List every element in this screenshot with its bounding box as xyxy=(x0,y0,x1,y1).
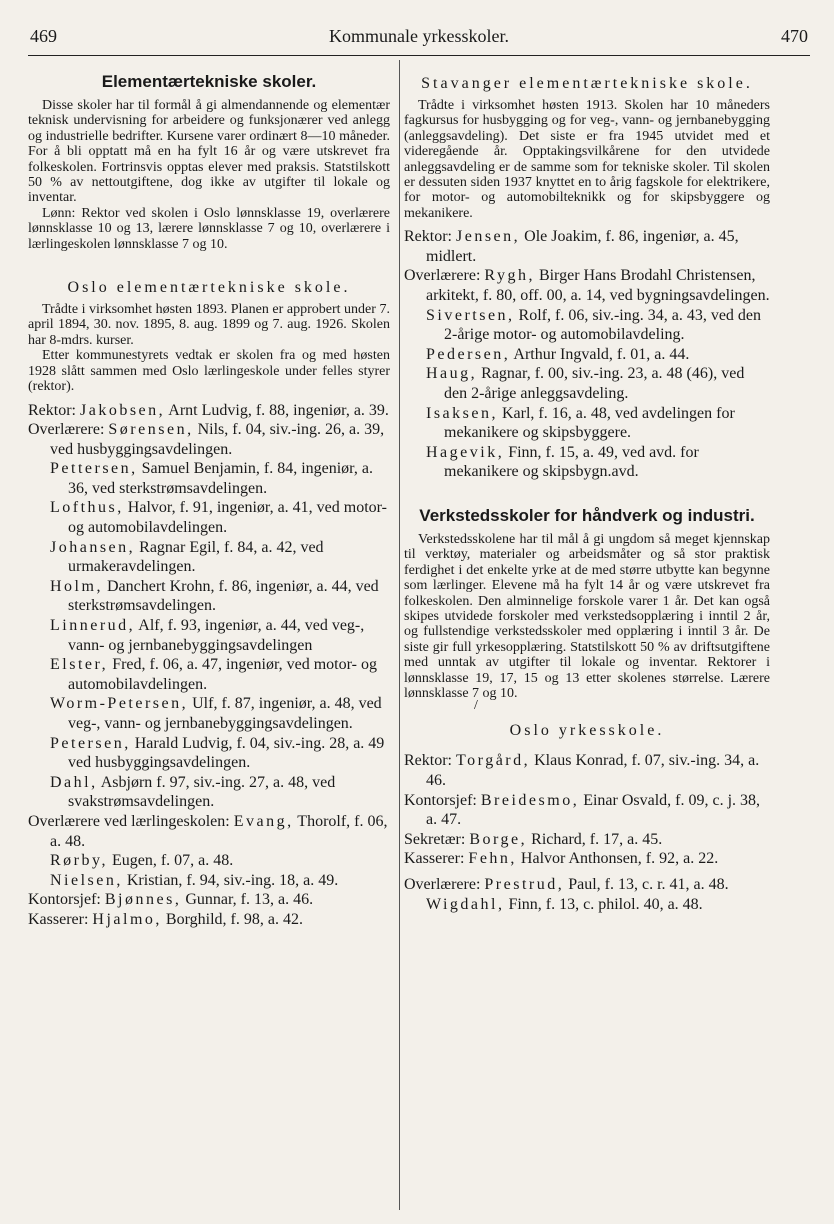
person-name: Rørby, xyxy=(50,852,108,870)
person-details: Ragnar Egil, f. 84, a. 42, ved urmakeravdelingen. xyxy=(68,538,324,576)
person-details: Danchert Krohn, f. 86, ingeniør, a. 44, ved sterkstrømsavdelingen. xyxy=(68,577,379,615)
paragraph: Lønn: Rektor ved skolen i Oslo lønnsklasse 19, overlærere lønnsklasse 10 og 13, lærere lønnsklasse 7 og 10, overlærere i lærlingeskolen lønnsklasse 7 og 10. xyxy=(28,205,390,252)
staff-entry xyxy=(28,655,390,694)
left-column xyxy=(28,64,390,930)
person-details: Einar Osvald, f. 09, c. j. 38, a. 47. xyxy=(426,791,761,829)
person-details: Gunnar, f. 13, a. 46. xyxy=(181,891,314,909)
staff-entry xyxy=(404,364,770,403)
staff-entry xyxy=(404,227,770,266)
person-details: Alf, f. 93, ingeniør, a. 44, ved veg-, vann- og jernbanebyggingsavdelingen xyxy=(68,617,365,654)
school-text xyxy=(404,98,770,221)
paragraph: Trådte i virksomhet høsten 1893. Planen er approbert under 7. april 1894, 30. nov. 1895, 8. aug. 1899 og 7. aug. 1926. Skolen har 8-mdrs. kurser. xyxy=(28,302,390,348)
staff-entry xyxy=(404,266,770,305)
person-details: Nils, f. 04, siv.-ing. 26, a. 39, ved husbyggingsavdelingen. xyxy=(50,421,385,458)
staff-entry xyxy=(404,345,770,365)
person-name: Hjalmo, xyxy=(92,910,162,928)
role-label: Overlærere: xyxy=(28,421,109,439)
staff-entry xyxy=(28,890,390,910)
person-name: Worm-Petersen, xyxy=(50,695,189,713)
section-title-verkstedsskoler: Verkstedsskoler for håndverk og industri. xyxy=(419,505,755,525)
role-label: Kasserer: xyxy=(404,850,469,868)
person-details: Harald Ludvig, f. 04, siv.-ing. 28, a. 49 ved husbyggingsavdelingen. xyxy=(68,734,385,772)
column-divider xyxy=(399,60,400,1210)
person-name: Dahl, xyxy=(50,773,98,791)
person-name: Bjønnes, xyxy=(104,891,182,909)
role-label: Overlærere: xyxy=(404,267,485,285)
staff-entry xyxy=(28,498,390,537)
person-name: Isaksen, xyxy=(426,404,498,422)
paragraph: Trådte i virksomhet høsten 1913. Skolen har 10 måneders fagkursus for husbygging og for veg-, vann- og jernbanebygging (anleggsavdeling). Det siste er fra 1945 utvidet med et videregående år. Opptakingsvilkårene for den utvidede anleggsavdeling er de samme som for tekniske skoler. Til skolen er dessuten siden 1937 knyttet en to årig fagskole for elektrikere, for motor- og automobilteknikk og for skipsbyggere og mekanikere. xyxy=(404,98,770,221)
staff-entry xyxy=(404,751,770,790)
person-name: Sivertsen, xyxy=(426,306,515,324)
person-details: Ole Joakim, f. 86, ingeniør, a. 45, midlert. xyxy=(426,228,739,265)
person-details: Thorolf, f. 06, a. 48. xyxy=(50,812,388,850)
person-name: Prestrud, xyxy=(484,876,565,893)
role-label: Sekretær: xyxy=(404,830,470,848)
person-name: Pettersen, xyxy=(50,460,138,478)
section-title-elementaertekniske: Elementærtekniske skoler. xyxy=(101,72,317,91)
role-label: Rektor: xyxy=(28,401,80,419)
school-text xyxy=(28,302,390,394)
paragraph: Etter kommunestyrets vedtak er skolen fra og med høsten 1928 slått sammen med Oslo lærlingeskole under felles styrer (rektor). xyxy=(28,348,390,395)
staff-entry xyxy=(404,443,770,482)
school-title-oslo-yrkesskole: Oslo yrkesskole. xyxy=(509,722,665,740)
school-title-oslo: Oslo elementærtekniske skole. xyxy=(67,279,351,297)
role-label: Overlærere ved lærlingeskolen: xyxy=(28,812,234,830)
person-name: Jakobsen, xyxy=(80,401,166,419)
person-details: Birger Hans Brodahl Christensen, arkitekt, f. 80, off. 00, a. 14, ved bygningsavdelingen. xyxy=(426,267,770,305)
staff-entry xyxy=(28,577,390,616)
person-name: Jensen, xyxy=(456,228,521,246)
person-name: Fehn, xyxy=(468,850,517,868)
stray-mark: / xyxy=(474,698,478,714)
paragraph: Verkstedsskolene har til mål å gi ungdom så meget kjennskap til verktøy, materialer og arbeidsmåter og så stor praktisk ferdighet i det enkelte yrke at de med større utbytte kan begynne som lærlinger. Elevene må ha fylt 14 år og være utskrevet fra folkeskolen. Den alminnelige forskole varer 1 år. Det kan også skipes utvidede forskoler med verkstedsopplæring i inntil 2 år, og fullstendige verkstedsskoler med opplæring i inntil 3 år. De siste gir full yrkesopplæring. Statstilskott 50 % av driftsutgiftene med unntak av utgifter til lokale og inventar. Rektorer i lønnsklasse 19, 17, 15 og 13 etter skolenes størrelse. Lærere lønnsklasse 7 og 10. xyxy=(404,531,770,702)
person-details: Finn, f. 13, c. philol. 40, a. 48. xyxy=(504,895,703,913)
person-name: Rygh, xyxy=(484,267,535,285)
staff-entry xyxy=(28,401,390,421)
staff-entry xyxy=(404,849,770,869)
person-details: Halvor Anthonsen, f. 92, a. 22. xyxy=(516,850,719,868)
role-label: Kontorsjef: xyxy=(404,791,481,809)
person-details: Karl, f. 16, a. 48, ved avdelingen for mekanikere og skipsbyggere. xyxy=(444,404,735,442)
section-text xyxy=(404,532,770,701)
staff-entry xyxy=(28,871,390,891)
role-label: Rektor: xyxy=(404,228,456,246)
staff-entry xyxy=(28,420,390,459)
person-name: Hagevik, xyxy=(426,443,505,461)
staff-entry xyxy=(28,694,390,733)
person-details: Klaus Konrad, f. 07, siv.-ing. 34, a. 46. xyxy=(426,752,760,790)
page-number-right: 470 xyxy=(781,26,808,46)
person-details: Eugen, f. 07, a. 48. xyxy=(107,852,234,870)
school-title-stavanger: Stavanger elementærtekniske skole. xyxy=(421,75,753,92)
person-name: Nielsen, xyxy=(50,871,123,889)
role-label: Kontorsjef: xyxy=(28,891,105,909)
staff-entry xyxy=(28,538,390,577)
person-name: Petersen, xyxy=(50,734,131,752)
person-name: Borge, xyxy=(469,830,528,848)
person-details: Fred, f. 06, a. 47, ingeniør, ved motor- og automobilavdelingen. xyxy=(68,656,377,693)
person-name: Johansen, xyxy=(50,538,136,556)
staff-entry xyxy=(28,734,390,773)
person-name: Evang, xyxy=(233,812,294,830)
staff-entry xyxy=(28,851,390,871)
person-details: Kristian, f. 94, siv.-ing. 18, a. 49. xyxy=(122,871,339,889)
paragraph: Disse skoler har til formål å gi almendannende og elementær teknisk undervisning for arbeidere og funksjonærer ved anlegg og industrielle bedrifter. Kursene varer ordinært 8—10 måneder. For å bli opptatt må en ha fylt 16 år og være utskrevet fra folkeskolen. Fortrinsvis opptas elever med praksis. Statstilskott 50 % av nettoutgiftene, dog ikke av utgifter til lokale og inventar. xyxy=(28,98,390,206)
section-text xyxy=(28,98,390,252)
person-name: Haug, xyxy=(426,365,478,383)
staff-entry xyxy=(28,616,390,655)
person-details: Paul, f. 13, c. r. 41, a. 48. xyxy=(564,876,729,893)
person-details: Ragnar, f. 00, siv.-ing. 23, a. 48 (46), ved den 2-årige anleggsavdeling. xyxy=(444,365,745,402)
person-details: Borghild, f. 98, a. 42. xyxy=(161,910,303,928)
person-name: Sørensen, xyxy=(108,421,194,439)
right-column xyxy=(404,64,770,914)
person-details: Arthur Ingvald, f. 01, a. 44. xyxy=(510,345,690,363)
person-name: Holm, xyxy=(50,577,103,595)
person-details: Finn, f. 15, a. 49, ved avd. for mekanikere og skipsbygn.avd. xyxy=(444,443,699,481)
role-label: Kasserer: xyxy=(28,910,93,928)
page-title: Kommunale yrkesskoler. xyxy=(329,26,509,46)
staff-entry xyxy=(404,404,770,443)
staff-entry xyxy=(404,306,770,345)
person-name: Breidesmo, xyxy=(480,791,580,809)
staff-entry xyxy=(404,830,770,850)
staff-entry xyxy=(404,875,770,895)
staff-entry xyxy=(28,812,390,851)
person-details: Asbjørn f. 97, siv.-ing. 27, a. 48, ved svakstrømsavdelingen. xyxy=(68,773,336,811)
person-details: Richard, f. 17, a. 45. xyxy=(527,830,663,848)
staff-entry xyxy=(404,791,770,830)
staff-entry xyxy=(28,773,390,812)
person-details: Halvor, f. 91, ingeniør, a. 41, ved motor- og automobilavdelingen. xyxy=(68,499,388,537)
role-label: Overlærere: xyxy=(404,876,485,893)
page-header xyxy=(30,22,808,52)
person-name: Elster, xyxy=(50,656,109,674)
person-name: Linnerud, xyxy=(50,617,136,635)
person-name: Wigdahl, xyxy=(426,895,505,913)
staff-entry xyxy=(28,459,390,498)
header-rule xyxy=(28,55,810,56)
person-name: Torgård, xyxy=(456,752,531,770)
person-details: Arnt Ludvig, f. 88, ingeniør, a. 39. xyxy=(165,401,389,419)
page-number-left: 469 xyxy=(30,26,57,46)
person-details: Rolf, f. 06, siv.-ing. 34, a. 43, ved den 2-årige motor- og automobilavdeling. xyxy=(444,306,762,344)
person-details: Samuel Benjamin, f. 84, ingeniør, a. 36, ved sterkstrømsavdelingen. xyxy=(68,460,373,497)
person-details: Ulf, f. 87, ingeniør, a. 48, ved veg-, vann- og jernbanebyggingsavdelingen. xyxy=(68,695,382,732)
staff-entry xyxy=(404,895,770,915)
person-name: Pedersen, xyxy=(426,345,511,363)
role-label: Rektor: xyxy=(404,752,456,770)
staff-entry xyxy=(28,910,390,930)
person-name: Lofthus, xyxy=(50,499,124,517)
